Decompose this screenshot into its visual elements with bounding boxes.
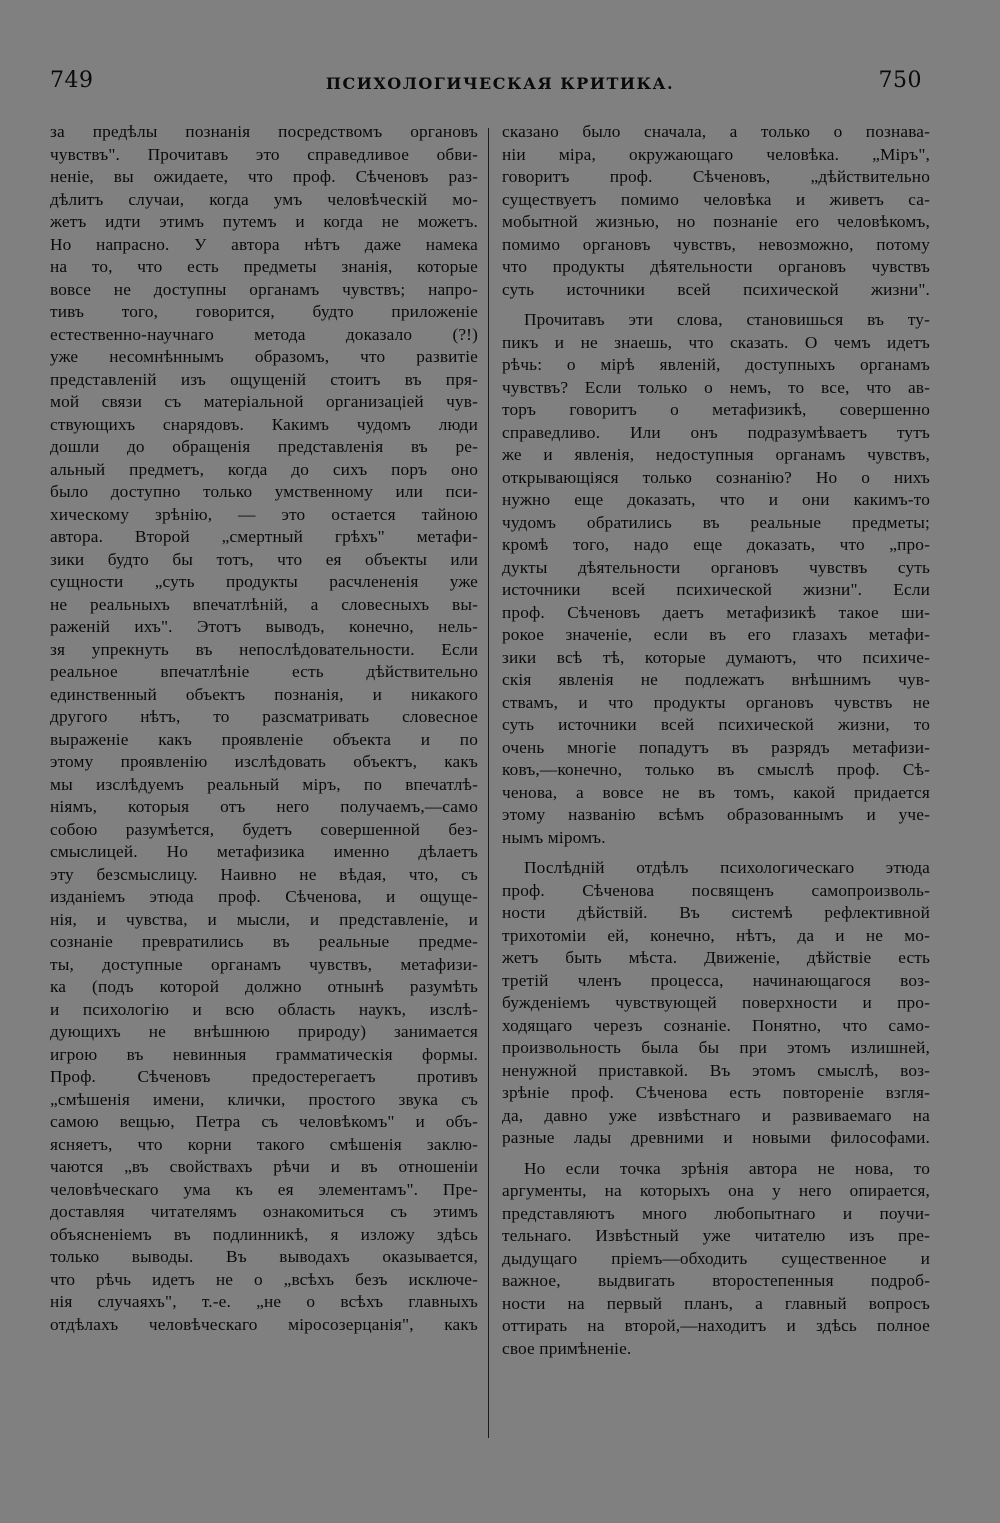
text-line: третій членъ процесса, начинающагося воз- xyxy=(502,970,930,990)
text-line: изданіемъ этюда проф. Сѣченова, и ощуще- xyxy=(50,887,478,906)
text-line: бужденіемъ чувствующей поверхности и про- xyxy=(502,993,930,1012)
text-line: справедливо. Или онъ подразумѣваетъ тутъ xyxy=(502,422,930,442)
text-line: ности на первый планъ, а главный вопросъ xyxy=(502,1293,930,1313)
text-line: ка (подъ которой должно отнынѣ разумѣть xyxy=(50,977,478,996)
text-line: ты, доступные органамъ чувствъ, метафизи- xyxy=(50,954,478,974)
text-line: дѣлитъ случаи, когда умъ человѣческій мо- xyxy=(50,189,478,209)
text-line: скія явленія не подлежатъ внѣшнимъ чув- xyxy=(502,670,930,689)
text-line: человѣческаго ума къ ея элементамъ". Пре- xyxy=(50,1179,478,1199)
text-line: было доступно только умственному или пси- xyxy=(50,482,478,501)
text-line: существуетъ помимо человѣка и живетъ са- xyxy=(502,189,930,209)
text-line: сознаніе превратились въ реальные предме- xyxy=(50,932,478,951)
text-line: Проф. Сѣченовъ предостерегаетъ противъ xyxy=(50,1067,478,1086)
text-line: ясняетъ, что корни такого смѣшенія заклю- xyxy=(50,1134,478,1154)
text-line: реальное впечатлѣніе есть дѣйствительно xyxy=(50,662,478,681)
text-line: чувствъ? Если только о немъ, то все, что ав- xyxy=(502,377,930,397)
text-line: дующихъ не внѣшнюю природу) занимается xyxy=(50,1022,478,1041)
text-line: же и явленія, недоступныя органамъ чувствъ, xyxy=(502,445,930,464)
column-divider xyxy=(488,128,489,1438)
text-line: тельнаго. Извѣстный уже читателю изъ пре- xyxy=(502,1226,930,1245)
text-line: да, давно уже извѣстнаго и развиваемаго на xyxy=(502,1105,930,1125)
text-line: объясненіемъ въ подлинникѣ, я изложу здѣсь xyxy=(50,1224,478,1244)
text-line: единственный объектъ познанія, и никакого xyxy=(50,684,478,704)
text-line: дукты дѣятельности органовъ чувствъ суть xyxy=(502,557,930,577)
left-text-column xyxy=(50,121,478,1336)
text-line: источники всей психической жизни". Если xyxy=(502,580,930,599)
text-line: свое примѣненіе. xyxy=(502,1338,632,1358)
text-line: пикъ и не знаешь, что сказать. О чемъ идетъ xyxy=(502,332,930,352)
text-line: Но если точка зрѣнія автора не нова, то xyxy=(524,1158,930,1178)
text-line: автора. Второй „смертный грѣхъ" метафи- xyxy=(50,527,478,546)
text-line: кромѣ того, надо еще доказать, что „про- xyxy=(502,535,930,554)
text-line: ніи міра, окружающаго человѣка. „Міръ", xyxy=(502,144,930,164)
text-line: нія, и чувства, и мысли, и представленіе, и xyxy=(50,909,478,929)
text-line: игрою въ невинныя грамматическія формы. xyxy=(50,1044,478,1064)
text-line: вовсе не доступны органамъ чувствъ; напро- xyxy=(50,279,478,299)
text-line: ніямъ, которыя отъ него получаемъ,—само xyxy=(50,797,478,816)
text-line: собою разумѣется, будетъ совершенной без- xyxy=(50,819,478,839)
text-line: на то, что есть предметы знанія, которые xyxy=(50,257,478,276)
text-line: сущности „суть продукты расчлененія уже xyxy=(50,572,478,591)
text-line: очень многіе попадутъ въ разрядъ метафизи- xyxy=(502,737,930,757)
right-text-column xyxy=(502,121,930,1360)
text-line: мой связи съ матеріальной организаціей чув- xyxy=(50,392,478,411)
text-line: за предѣлы познанія посредствомъ органовъ xyxy=(50,122,478,141)
text-line: уже несомнѣннымъ образомъ, что развитіе xyxy=(50,347,478,366)
text-line: эту безсмыслицу. Наивно не вѣдая, что, съ xyxy=(50,864,478,884)
text-line: представленій изъ ощущеній стоитъ въ пря- xyxy=(50,369,478,389)
text-line: доставляя читателямъ ознакомиться съ этимъ xyxy=(50,1202,478,1221)
text-line: разные лады древними и новыми философами. xyxy=(502,1128,930,1147)
text-line: зики всѣ тѣ, которые думаютъ, что психиче- xyxy=(502,647,930,667)
text-line: рокое значеніе, если въ его глазахъ метафи- xyxy=(502,625,930,644)
paragraph-gap xyxy=(502,849,930,857)
text-line: неніе, вы ожидаете, что проф. Сѣченовъ раз- xyxy=(50,167,478,186)
text-line: нія случаяхъ", т.-е. „не о всѣхъ главныхъ xyxy=(50,1292,478,1311)
text-line: проф. Сѣченовъ даетъ метафизикѣ такое ши- xyxy=(502,602,930,622)
text-line: хическому зрѣнію, — это остается тайною xyxy=(50,504,478,524)
text-line: альный предметъ, когда до сихъ поръ оно xyxy=(50,459,478,479)
text-line: выраженіе какъ проявленіе объекта и по xyxy=(50,729,478,749)
text-line: чувствъ". Прочитавъ это справедливое обви- xyxy=(50,144,478,164)
paragraph-gap xyxy=(502,301,930,309)
text-line: „смѣшенія имени, клички, простого звука съ xyxy=(50,1089,478,1109)
text-line: жетъ быть мѣста. Движеніе, дѣйствіе есть xyxy=(502,948,930,967)
text-line: представляютъ много любопытнаго и поучи- xyxy=(502,1203,930,1223)
text-line: Но напрасно. У автора нѣтъ даже намека xyxy=(50,234,478,254)
text-line: трихотоміи ей, конечно, нѣтъ, да и не мо- xyxy=(502,925,930,945)
text-line: чаются „въ свойствахъ рѣчи и въ отношеніи xyxy=(50,1157,478,1176)
text-line: оттирать на второй,—находитъ и здѣсь полное xyxy=(502,1316,930,1335)
text-line: важное, выдвигать второстепенныя подроб- xyxy=(502,1271,930,1290)
text-line: мы изслѣдуемъ реальный міръ, по впечатлѣ- xyxy=(50,774,478,794)
text-line: только выводы. Въ выводахъ оказывается, xyxy=(50,1247,478,1266)
text-line: не реальныхъ впечатлѣній, а словесныхъ вы- xyxy=(50,594,478,614)
text-line: самою вещью, Петра съ человѣкомъ" и объ- xyxy=(50,1112,478,1131)
text-line: раженій ихъ". Этотъ выводъ, конечно, нель- xyxy=(50,617,478,636)
text-line: ствующихъ снарядовъ. Какимъ чудомъ люди xyxy=(50,414,478,434)
text-line: что рѣчь идетъ не о „всѣхъ безъ исключе- xyxy=(50,1269,478,1289)
text-line: суть источники всей психической жизни". xyxy=(502,279,930,299)
text-line: естественно-научнаго метода доказало (?!) xyxy=(50,324,478,344)
text-line: Прочитавъ эти слова, становишься въ ту- xyxy=(524,310,930,329)
text-line: суть источники всей психической жизни, то xyxy=(502,715,930,734)
text-line: чудомъ обратились въ реальные предметы; xyxy=(502,512,930,532)
text-line: и психологію и всю область наукъ, изслѣ- xyxy=(50,999,478,1019)
text-line: ченова, а вовсе не въ томъ, какой придается xyxy=(502,782,930,802)
text-line: тивъ того, говорится, будто приложеніе xyxy=(50,302,478,321)
text-line: произвольность была бы при этомъ излишней, xyxy=(502,1038,930,1057)
text-line: сказано было сначала, а только о познава- xyxy=(502,122,930,141)
text-line: мобытной жизнью, но познаніе его человѣкомъ, xyxy=(502,212,930,231)
text-line: ненужной приставкой. Въ этомъ смыслѣ, воз- xyxy=(502,1060,930,1080)
running-title: ПСИХОЛОГИЧЕСКАЯ КРИТИКА. xyxy=(325,74,675,93)
page-number-right: 750 xyxy=(878,68,922,93)
text-line: дыдущаго пріемъ—обходить существенное и xyxy=(502,1248,930,1268)
text-line: жетъ идти этимъ путемъ и когда не можетъ. xyxy=(50,212,478,231)
text-line: открывающіяся только сознанію? Но о нихъ xyxy=(502,467,930,487)
text-line: торъ говоритъ о метафизикѣ, совершенно xyxy=(502,400,930,419)
text-line: Послѣдній отдѣлъ психологическаго этюда xyxy=(524,858,930,877)
text-line: ходящаго черезъ сознаніе. Понятно, что само- xyxy=(502,1015,930,1035)
text-line: зя упрекнуть въ непослѣдовательности. Если xyxy=(50,639,478,659)
paragraph-gap xyxy=(502,1150,930,1158)
text-line: ности дѣйствій. Въ системѣ рефлективной xyxy=(502,903,930,922)
text-line: ствамъ, и что продукты органовъ чувствъ не xyxy=(502,692,930,712)
text-line: дошли до обращенія представленія въ ре- xyxy=(50,437,478,456)
text-line: смыслицей. Но метафизика именно дѣлаетъ xyxy=(50,842,478,861)
text-line: рѣчь: о мірѣ явленій, доступныхъ органамъ xyxy=(502,355,930,374)
text-line: зрѣніе проф. Сѣченова есть повтореніе взгля- xyxy=(502,1083,930,1102)
page-number-left: 749 xyxy=(50,68,94,93)
text-line: аргументы, на которыхъ она у него опирается, xyxy=(502,1181,930,1200)
text-line: зики будто бы тотъ, что ея объекты или xyxy=(50,549,478,569)
text-line: нужно еще доказать, что и они какимъ-то xyxy=(502,490,930,509)
text-line: проф. Сѣченова посвященъ самопроизволь- xyxy=(502,880,930,900)
text-line: что продукты дѣятельности органовъ чувствъ xyxy=(502,257,930,276)
text-line: этому проявленію изслѣдовать объектъ, какъ xyxy=(50,752,478,771)
text-line: отдѣлахъ человѣческаго міросозерцанія", какъ xyxy=(50,1314,478,1334)
text-line: нымъ міромъ. xyxy=(502,827,606,847)
text-line: говоритъ проф. Сѣченовъ, „дѣйствительно xyxy=(502,167,930,186)
text-line: ковъ,—конечно, только въ смыслѣ проф. Сѣ- xyxy=(502,760,930,779)
page-header xyxy=(0,68,1000,104)
text-line: помимо органовъ чувствъ, невозможно, потому xyxy=(502,234,930,254)
text-line: другого нѣтъ, то разсматривать словесное xyxy=(50,707,478,726)
text-line: этому названію всѣмъ образованнымъ и уче- xyxy=(502,805,930,824)
